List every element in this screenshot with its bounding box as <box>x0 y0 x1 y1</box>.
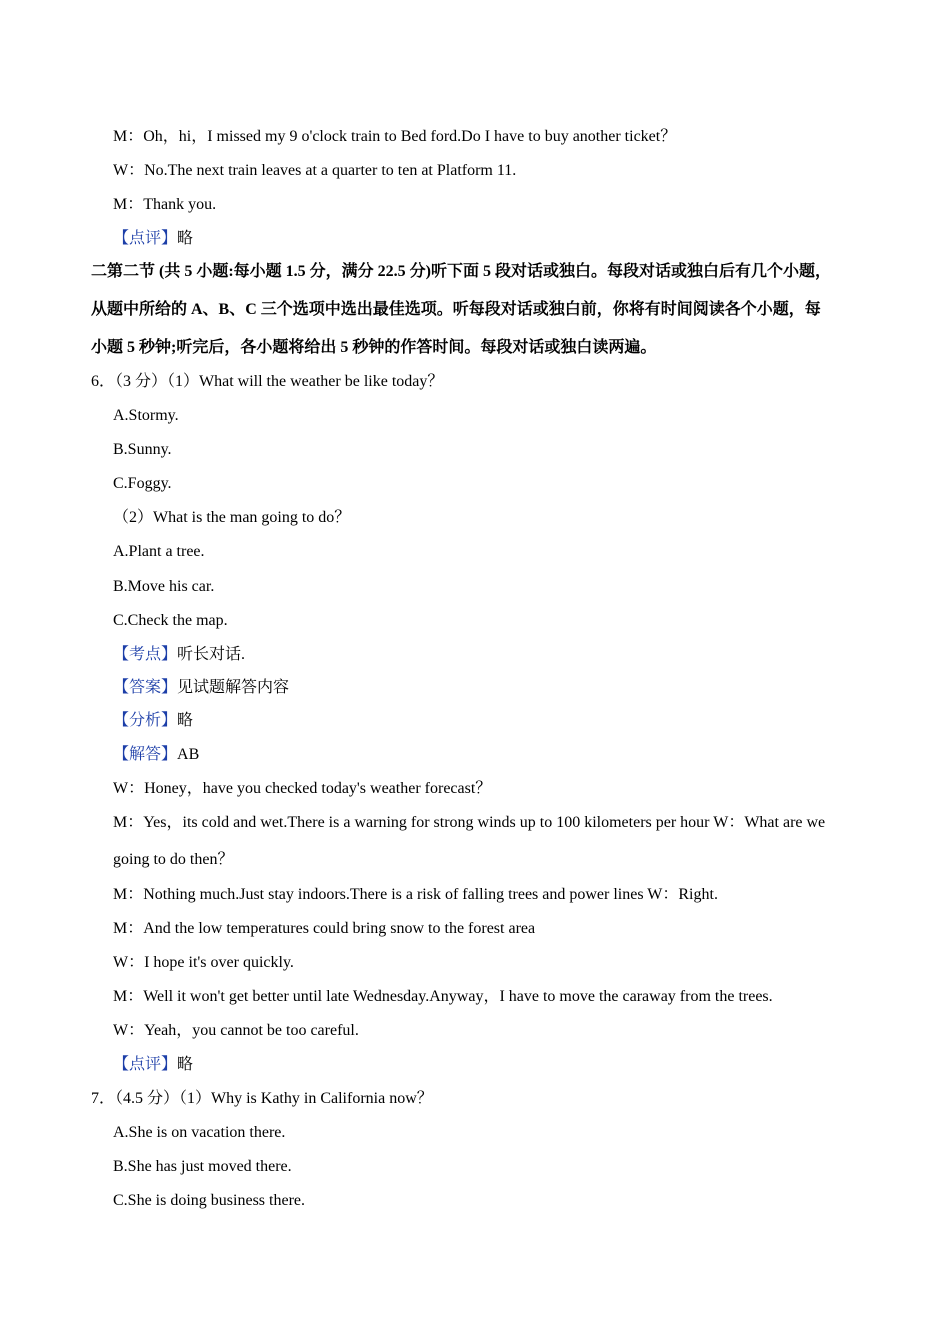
dialogue-line: M：Yes，its cold and wet.There is a warning for strong winds up to 100 kilometers per hour W：What are we <box>113 814 826 831</box>
analysis-tag: 【分析】 <box>113 712 178 729</box>
sub-question: （2）What is the man going to do？ <box>113 509 351 526</box>
option: C.Foggy. <box>113 475 172 492</box>
option: A.Stormy. <box>113 407 179 424</box>
question-6-heading: 6．（3 分）（1）What will the weather be like today？ <box>91 373 444 390</box>
solution-text: AB <box>177 746 200 763</box>
dialogue-line: M：Well it won't get better until late Wednesday.Anyway，I have to move the caraway from the trees. <box>113 988 773 1005</box>
option: A.Plant a tree. <box>113 543 205 560</box>
option: B.Move his car. <box>113 578 215 595</box>
option: B.Sunny. <box>113 441 172 458</box>
solution-row <box>113 745 199 765</box>
solution-tag: 【解答】 <box>113 746 178 763</box>
kaodian-row <box>113 645 245 665</box>
dialogue-line: W：I hope it's over quickly. <box>113 954 294 971</box>
dialogue-line: M：Nothing much.Just stay indoors.There is a risk of falling trees and power lines W：Right. <box>113 886 718 903</box>
option: C.Check the map. <box>113 612 228 629</box>
review-text: 略 <box>177 1056 194 1073</box>
dialogue-line: W：Honey，have you checked today's weather forecast？ <box>113 780 492 797</box>
dialogue-line: W：Yeah，you cannot be too careful. <box>113 1022 359 1039</box>
section-instruction: 小题 5 秒钟;听完后，各小题将给出 5 秒钟的作答时间。每段对话或独白读两遍。 <box>91 339 657 356</box>
review-tag: 【点评】 <box>113 230 178 247</box>
review-text: 略 <box>177 230 194 247</box>
dialogue-line: going to do then？ <box>113 851 234 868</box>
answer-text: 见试题解答内容 <box>177 679 290 696</box>
kaodian-tag: 【考点】 <box>113 646 178 663</box>
answer-row <box>113 678 289 698</box>
analysis-row <box>113 711 193 731</box>
kaodian-text: 听长对话. <box>177 646 246 663</box>
dialogue-line: W：No.The next train leaves at a quarter to ten at Platform 11. <box>113 162 517 179</box>
review-tag: 【点评】 <box>113 1056 178 1073</box>
section-instruction: 二第二节 (共 5 小题:每小题 1.5 分，满分 22.5 分)听下面 5 段对话或独白。每段对话或独白后有几个小题， <box>91 263 831 280</box>
question-7-heading: 7．（4.5 分）（1）Why is Kathy in California now？ <box>91 1090 433 1107</box>
dialogue-line: M：Thank you. <box>113 196 217 213</box>
review-row <box>113 1055 193 1075</box>
answer-tag: 【答案】 <box>113 679 178 696</box>
option: A.She is on vacation there. <box>113 1124 286 1141</box>
dialogue-line: M：Oh，hi，I missed my 9 o'clock train to Bed ford.Do I have to buy another ticket？ <box>113 128 677 145</box>
section-instruction: 从题中所给的 A、B、C 三个选项中选出最佳选项。听每段对话或独白前，你将有时间阅读各个小题，每 <box>91 301 821 318</box>
analysis-text: 略 <box>177 712 194 729</box>
option: C.She is doing business there. <box>113 1192 305 1209</box>
option: B.She has just moved there. <box>113 1158 292 1175</box>
review-row <box>113 229 193 249</box>
dialogue-line: M：And the low temperatures could bring snow to the forest area <box>113 920 536 937</box>
